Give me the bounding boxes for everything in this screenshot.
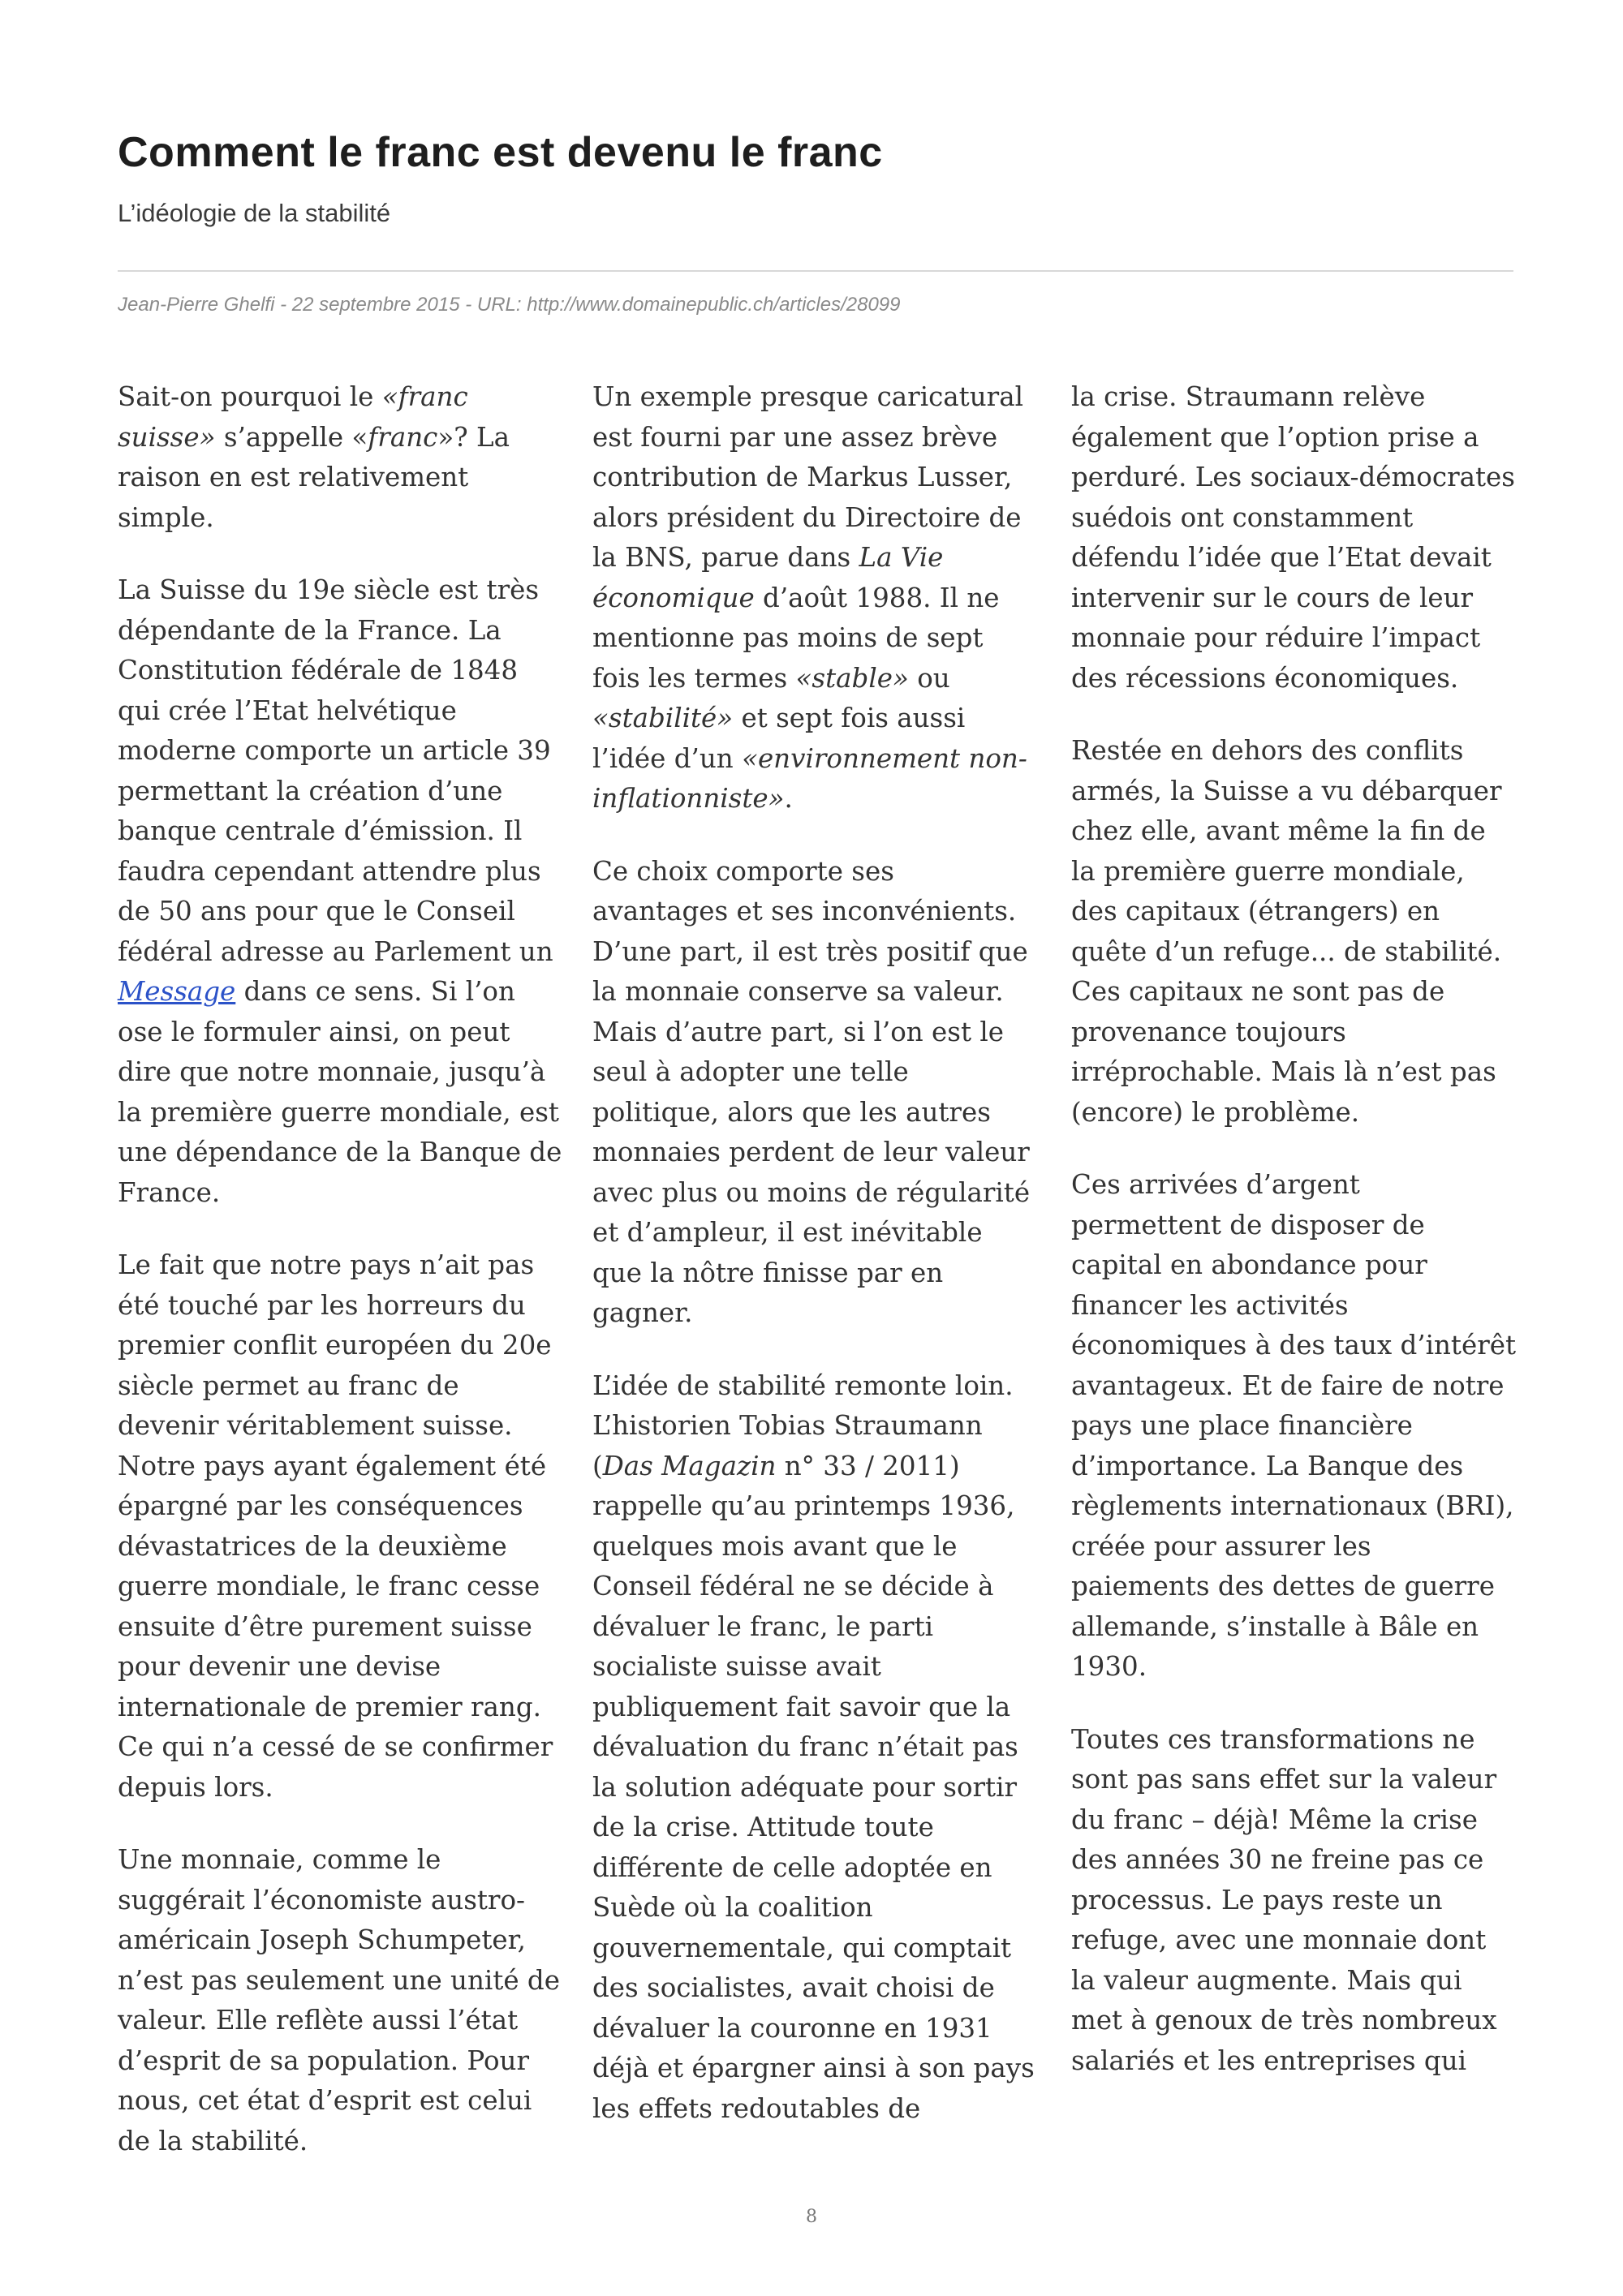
article-subtitle: L’idéologie de la stabilité [118, 199, 391, 227]
header-divider [118, 270, 1513, 272]
text-column-1 [118, 377, 564, 2161]
paragraph: Restée en dehors des conflits armés, la Suisse a vu débarquer chez elle, avant même la fin de la première guerre mondiale, des capitaux (étrangers) en quête d’un refuge... de stabilité. Ces capitaux ne sont pas de provenance toujours irréprochable. Mais là n’est pas (encore) le problème. [1071, 735, 1502, 1128]
text-column-2 [592, 377, 1035, 2129]
text-column-3 [1071, 377, 1518, 2081]
paragraph: Une monnaie, comme le suggérait l’économiste austro-américain Joseph Schumpeter, n’est pas seulement une unité de valeur. Elle reflète aussi l’état d’esprit de sa population. Pour nous, cet état d’esprit est celui de la stabilité. [118, 1844, 560, 2156]
paragraph: La Suisse du 19e siècle est très dépendante de la France. La Constitution fédérale de 1848 qui crée l’Etat helvétique moderne comporte un article 39 permettant la création d’une banque centrale d’émission. Il faudra cependant attendre plus de 50 ans pour que le Conseil fédéral adresse au Parlement un Message dans ce sens. Si l’on ose le formuler ainsi, on peut dire que notre monnaie, jusqu’à la première guerre mondiale, est une dépendance de la Banque de France. [118, 574, 562, 1208]
paragraph: Le fait que notre pays n’ait pas été touché par les horreurs du premier conflit européen du 20e siècle permet au franc de devenir véritablement suisse. Notre pays ayant également été épargné par les conséquences dévastatrices de la deuxième guerre mondiale, le franc cesse ensuite d’être purement suisse pour devenir une devise internationale de premier rang. Ce qui n’a cessé de se confirmer depuis lors. [118, 1249, 553, 1803]
article-byline: Jean-Pierre Ghelfi - 22 septembre 2015 - URL: http://www.domainepublic.ch/articles/28099 [118, 294, 901, 316]
page-number: 8 [806, 2207, 817, 2227]
paragraph: L’idée de stabilité remonte loin. L’historien Tobias Straumann (Das Magazin n° 33 / 2011) rappelle qu’au printemps 1936, quelques mois avant que le Conseil fédéral ne se décide à dévaluer le franc, le parti socialiste suisse avait publiquement fait savoir que la dévaluation du franc n’était pas la solution adéquate pour sortir de la crise. Attitude toute différente de celle adoptée en Suède où la coalition gouvernementale, qui comptait des socialistes, avait choisi de dévaluer la couronne en 1931 déjà et épargner ainsi à son pays les effets redoutables de [592, 1369, 1035, 2124]
message-link[interactable]: Message [118, 976, 236, 1007]
page-title: Comment le franc est devenu le franc [118, 129, 883, 176]
paragraph: Un exemple presque caricatural est fourni par une assez brève contribution de Markus Lusser, alors président du Directoire de la BNS, parue dans La Vie économique d’août 1988. Il ne mentionne pas moins de sept fois les termes «stable» ou «stabilité» et sept fois aussi l’idée d’un «environnement non-inflationniste». [592, 381, 1027, 814]
paragraph: Ces arrivées d’argent permettent de disposer de capital en abondance pour financer les activités économiques à des taux d’intérêt avantageux. Et de faire de notre pays une place financière d’importance. La Banque des règlements internationaux (BRI), créée pour assurer les paiements des dettes de guerre allemande, s’installe à Bâle en 1930. [1071, 1169, 1517, 1682]
paragraph: Toutes ces transformations ne sont pas sans effet sur la valeur du franc – déjà! Même la crise des années 30 ne freine pas ce processus. Le pays reste un refuge, avec une monnaie dont la valeur augmente. Mais qui met à genoux de très nombreux salariés et les entreprises qui [1071, 1723, 1497, 2076]
paragraph: Ce choix comporte ses avantages et ses inconvénients. D’une part, il est très positif que la monnaie conserve sa valeur. Mais d’autre part, si l’on est le seul à adopter une telle politique, alors que les autres monnaies perdent de leur valeur avec plus ou moins de régularité et d’ampleur, il est inévitable que la nôtre finisse par en gagner. [592, 855, 1031, 1328]
paragraph: la crise. Straumann relève également que l’option prise a perduré. Les sociaux-démocrates suédois ont constamment défendu l’idée que l’Etat devait intervenir sur le cours de leur monnaie pour réduire l’impact des récessions économiques. [1071, 381, 1515, 694]
paragraph: Sait-on pourquoi le «franc suisse» s’appelle «franc»? La raison en est relativement simple. [118, 381, 510, 533]
